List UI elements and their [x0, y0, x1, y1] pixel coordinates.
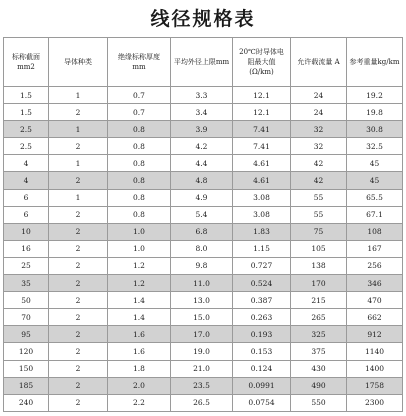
table-cell-conductor-type: 2 [49, 275, 108, 292]
table-cell-current-capacity: 490 [291, 377, 347, 394]
table-cell-conductor-type: 2 [49, 343, 108, 360]
table-cell-current-capacity: 55 [291, 206, 347, 223]
table-cell-resistance: 4.61 [233, 172, 291, 189]
table-cell-conductor-type: 2 [49, 309, 108, 326]
table-cell-resistance: 0.0991 [233, 377, 291, 394]
table-cell-conductor-type: 2 [49, 394, 108, 411]
table-cell-current-capacity: 55 [291, 189, 347, 206]
spec-table [3, 37, 403, 412]
table-cell-weight: 45 [347, 155, 403, 172]
table-row [4, 257, 403, 274]
table-cell-current-capacity: 75 [291, 223, 347, 240]
table-cell-insulation-thickness: 0.8 [108, 189, 171, 206]
table-cell-cross-section: 4 [4, 155, 49, 172]
table-cell-outer-diameter: 4.9 [171, 189, 233, 206]
table-cell-weight: 662 [347, 309, 403, 326]
table-cell-outer-diameter: 3.4 [171, 104, 233, 121]
table-cell-weight: 256 [347, 257, 403, 274]
table-cell-weight: 108 [347, 223, 403, 240]
column-header-cross-section [4, 38, 49, 87]
table-cell-resistance: 1.83 [233, 223, 291, 240]
table-cell-current-capacity: 215 [291, 292, 347, 309]
table-cell-cross-section: 120 [4, 343, 49, 360]
table-cell-conductor-type: 1 [49, 87, 108, 104]
column-header-line: 平均外径上限mm [173, 58, 230, 66]
table-cell-insulation-thickness: 1.6 [108, 326, 171, 343]
table-cell-conductor-type: 2 [49, 138, 108, 155]
table-cell-cross-section: 95 [4, 326, 49, 343]
column-header-line: mm [132, 63, 146, 71]
table-cell-insulation-thickness: 1.2 [108, 257, 171, 274]
table-cell-cross-section: 25 [4, 257, 49, 274]
table-cell-outer-diameter: 17.0 [171, 326, 233, 343]
table-cell-cross-section: 10 [4, 223, 49, 240]
table-cell-outer-diameter: 5.4 [171, 206, 233, 223]
table-cell-insulation-thickness: 0.8 [108, 172, 171, 189]
table-cell-cross-section: 16 [4, 240, 49, 257]
table-cell-weight: 1400 [347, 360, 403, 377]
table-cell-conductor-type: 2 [49, 104, 108, 121]
table-row [4, 87, 403, 104]
table-cell-insulation-thickness: 1.0 [108, 240, 171, 257]
table-cell-outer-diameter: 4.4 [171, 155, 233, 172]
table-cell-insulation-thickness: 1.4 [108, 292, 171, 309]
table-cell-weight: 1758 [347, 377, 403, 394]
table-cell-outer-diameter: 6.8 [171, 223, 233, 240]
table-row [4, 104, 403, 121]
table-cell-current-capacity: 24 [291, 87, 347, 104]
table-row [4, 394, 403, 411]
table-row [4, 138, 403, 155]
table-body [4, 87, 403, 412]
table-cell-current-capacity: 24 [291, 104, 347, 121]
table-cell-outer-diameter: 8.0 [171, 240, 233, 257]
column-header-line: 绝缘标称厚度 [118, 53, 160, 61]
table-cell-resistance: 12.1 [233, 104, 291, 121]
column-header-conductor-type [49, 38, 108, 87]
table-cell-insulation-thickness: 1.4 [108, 309, 171, 326]
table-cell-resistance: 12.1 [233, 87, 291, 104]
table-cell-conductor-type: 2 [49, 326, 108, 343]
table-cell-resistance: 1.15 [233, 240, 291, 257]
table-cell-insulation-thickness: 1.2 [108, 275, 171, 292]
table-cell-cross-section: 4 [4, 172, 49, 189]
column-header-outer-diameter [171, 38, 233, 87]
table-cell-cross-section: 1.5 [4, 104, 49, 121]
table-cell-outer-diameter: 9.8 [171, 257, 233, 274]
table-row [4, 292, 403, 309]
table-cell-current-capacity: 550 [291, 394, 347, 411]
table-row [4, 309, 403, 326]
table-cell-cross-section: 50 [4, 292, 49, 309]
table-cell-resistance: 7.41 [233, 138, 291, 155]
table-row [4, 326, 403, 343]
table-cell-weight: 65.5 [347, 189, 403, 206]
table-row [4, 240, 403, 257]
column-header-line: 标称截面 [12, 53, 40, 61]
table-row [4, 172, 403, 189]
table-cell-outer-diameter: 19.0 [171, 343, 233, 360]
table-cell-conductor-type: 2 [49, 360, 108, 377]
table-cell-current-capacity: 32 [291, 121, 347, 138]
table-cell-cross-section: 2.5 [4, 138, 49, 155]
table-cell-current-capacity: 430 [291, 360, 347, 377]
table-row [4, 377, 403, 394]
table-row [4, 189, 403, 206]
table-cell-conductor-type: 2 [49, 257, 108, 274]
table-cell-insulation-thickness: 0.8 [108, 121, 171, 138]
table-cell-current-capacity: 32 [291, 138, 347, 155]
table-cell-cross-section: 150 [4, 360, 49, 377]
table-cell-insulation-thickness: 0.8 [108, 206, 171, 223]
table-row [4, 275, 403, 292]
table-header-row [4, 38, 403, 87]
table-cell-weight: 67.1 [347, 206, 403, 223]
table-cell-resistance: 3.08 [233, 189, 291, 206]
table-cell-weight: 912 [347, 326, 403, 343]
table-cell-cross-section: 1.5 [4, 87, 49, 104]
column-header-line: 阻最大值 [247, 58, 276, 66]
table-cell-weight: 2300 [347, 394, 403, 411]
column-header-line: 20℃时导体电 [239, 48, 284, 56]
table-cell-current-capacity: 42 [291, 172, 347, 189]
column-header-resistance [233, 38, 291, 87]
table-cell-cross-section: 185 [4, 377, 49, 394]
table-cell-resistance: 0.387 [233, 292, 291, 309]
column-header-line: 导体种类 [64, 58, 92, 66]
table-cell-outer-diameter: 26.5 [171, 394, 233, 411]
table-cell-cross-section: 2.5 [4, 121, 49, 138]
table-cell-resistance: 0.0754 [233, 394, 291, 411]
table-cell-insulation-thickness: 1.0 [108, 223, 171, 240]
table-cell-current-capacity: 170 [291, 275, 347, 292]
table-cell-cross-section: 70 [4, 309, 49, 326]
table-row [4, 343, 403, 360]
column-header-line: (Ω/km) [249, 68, 274, 76]
table-row [4, 206, 403, 223]
table-cell-outer-diameter: 21.0 [171, 360, 233, 377]
column-header-line: 允许载流量 A [297, 58, 340, 66]
table-cell-current-capacity: 375 [291, 343, 347, 360]
table-cell-insulation-thickness: 0.8 [108, 138, 171, 155]
column-header-line: 参考重量kg/km [349, 58, 400, 66]
table-cell-conductor-type: 2 [49, 377, 108, 394]
table-cell-cross-section: 240 [4, 394, 49, 411]
table-cell-current-capacity: 138 [291, 257, 347, 274]
table-row [4, 121, 403, 138]
table-cell-outer-diameter: 4.8 [171, 172, 233, 189]
table-cell-weight: 1140 [347, 343, 403, 360]
table-cell-outer-diameter: 11.0 [171, 275, 233, 292]
table-cell-weight: 30.8 [347, 121, 403, 138]
table-cell-resistance: 4.61 [233, 155, 291, 172]
table-cell-conductor-type: 2 [49, 223, 108, 240]
table-cell-weight: 32.5 [347, 138, 403, 155]
page-title: 线径规格表 [150, 8, 256, 30]
table-cell-conductor-type: 2 [49, 292, 108, 309]
table-cell-weight: 19.2 [347, 87, 403, 104]
table-cell-insulation-thickness: 0.7 [108, 104, 171, 121]
table-cell-insulation-thickness: 2.2 [108, 394, 171, 411]
table-cell-resistance: 0.193 [233, 326, 291, 343]
table-cell-conductor-type: 1 [49, 155, 108, 172]
table-cell-weight: 167 [347, 240, 403, 257]
table-cell-insulation-thickness: 1.8 [108, 360, 171, 377]
table-cell-resistance: 0.153 [233, 343, 291, 360]
column-header-line: mm2 [17, 63, 35, 71]
table-row [4, 155, 403, 172]
column-header-weight [347, 38, 403, 87]
table-cell-conductor-type: 2 [49, 206, 108, 223]
table-cell-conductor-type: 2 [49, 172, 108, 189]
table-cell-cross-section: 6 [4, 206, 49, 223]
table-cell-insulation-thickness: 0.8 [108, 155, 171, 172]
table-cell-resistance: 0.524 [233, 275, 291, 292]
table-cell-weight: 19.8 [347, 104, 403, 121]
table-cell-resistance: 0.124 [233, 360, 291, 377]
table-cell-weight: 470 [347, 292, 403, 309]
table-cell-conductor-type: 2 [49, 240, 108, 257]
table-cell-resistance: 0.727 [233, 257, 291, 274]
table-cell-insulation-thickness: 0.7 [108, 87, 171, 104]
table-cell-current-capacity: 105 [291, 240, 347, 257]
table-row [4, 223, 403, 240]
column-header-current-capacity [291, 38, 347, 87]
table-cell-current-capacity: 42 [291, 155, 347, 172]
table-cell-resistance: 7.41 [233, 121, 291, 138]
table-cell-outer-diameter: 15.0 [171, 309, 233, 326]
table-cell-cross-section: 6 [4, 189, 49, 206]
table-row [4, 360, 403, 377]
table-cell-outer-diameter: 23.5 [171, 377, 233, 394]
table-cell-conductor-type: 1 [49, 189, 108, 206]
table-cell-current-capacity: 265 [291, 309, 347, 326]
table-cell-outer-diameter: 3.3 [171, 87, 233, 104]
table-cell-cross-section: 35 [4, 275, 49, 292]
table-cell-insulation-thickness: 1.6 [108, 343, 171, 360]
table-cell-resistance: 3.08 [233, 206, 291, 223]
table-cell-current-capacity: 325 [291, 326, 347, 343]
column-header-insulation-thickness [108, 38, 171, 87]
table-cell-outer-diameter: 13.0 [171, 292, 233, 309]
table-cell-insulation-thickness: 2.0 [108, 377, 171, 394]
table-cell-weight: 45 [347, 172, 403, 189]
table-cell-conductor-type: 1 [49, 121, 108, 138]
table-cell-outer-diameter: 3.9 [171, 121, 233, 138]
table-cell-resistance: 0.263 [233, 309, 291, 326]
table-cell-weight: 346 [347, 275, 403, 292]
table-cell-outer-diameter: 4.2 [171, 138, 233, 155]
